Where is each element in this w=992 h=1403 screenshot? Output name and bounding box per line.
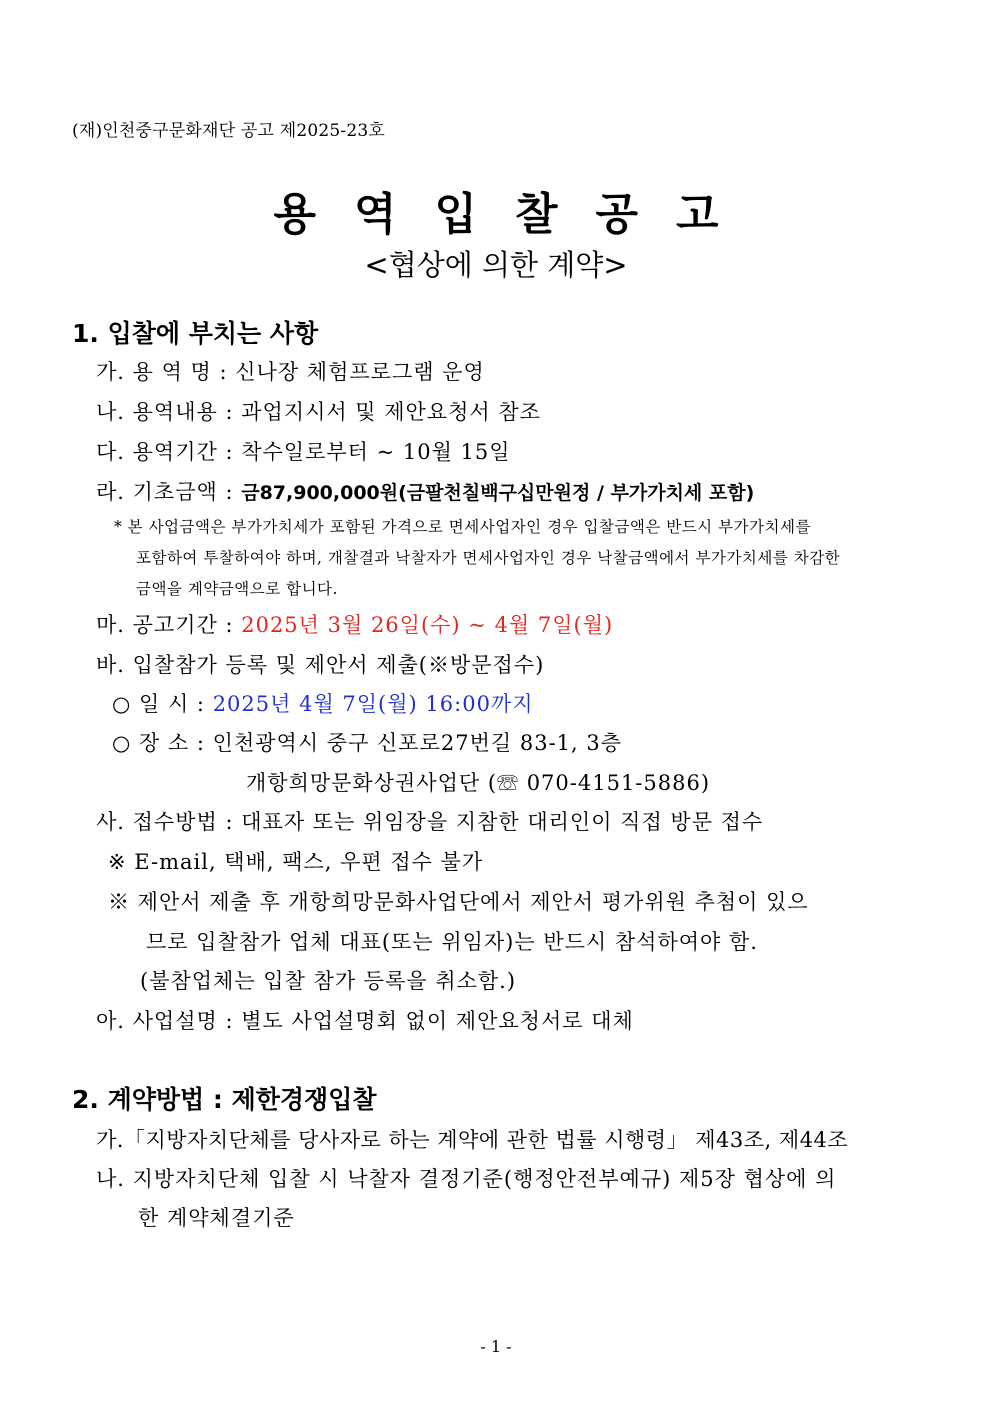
page-title: 용역입찰공고 — [273, 189, 757, 240]
base-amount-label: 라. 기초금액 : — [96, 480, 242, 504]
registration-place-contact: 개항희망문화상권사업단 (☏ 070-4151-5886) — [246, 771, 711, 795]
notice-number: (재)인천중구문화재단 공고 제2025-23호 — [72, 121, 385, 141]
item-service-content: 나. 용역내용 : 과업지시서 및 제안요청서 참조 — [96, 400, 541, 424]
vat-note-line3: 금액을 계약금액으로 합니다. — [136, 580, 338, 598]
section1-heading: 1. 입찰에 부치는 사항 — [72, 319, 319, 348]
item-receipt-method: 사. 접수방법 : 대표자 또는 위임장을 지참한 대리인이 직접 방문 접수 — [96, 810, 764, 834]
receipt-note-1: ※ E-mail, 택배, 팩스, 우편 접수 불가 — [108, 850, 484, 874]
item-business-briefing: 아. 사업설명 : 별도 사업설명회 없이 제안요청서로 대체 — [96, 1009, 634, 1033]
receipt-note-2-line3: (불참업체는 입찰 참가 등록을 취소함.) — [140, 969, 517, 993]
registration-time-label: ○ 일 시 : — [112, 692, 213, 716]
base-amount-value: 금87,900,000원(금팔천칠백구십만원정 / 부가가치세 포함) — [241, 482, 755, 504]
contract-standard-line1: 나. 지방자치단체 입찰 시 낙찰자 결정기준(행정안전부예규) 제5장 협상에 의 — [96, 1167, 837, 1191]
notice-period-value: 2025년 3월 26일(수) ~ 4월 7일(월) — [241, 613, 614, 637]
receipt-note-2-line1: ※ 제안서 제출 후 개항희망문화사업단에서 제안서 평가위원 추첨이 있으 — [108, 890, 809, 914]
section2-heading: 2. 계약방법 : 제한경쟁입찰 — [72, 1085, 377, 1114]
item-service-name: 가. 용 역 명 : 신나장 체험프로그램 운영 — [96, 360, 485, 384]
item-notice-period — [96, 609, 613, 639]
registration-time — [112, 688, 534, 718]
notice-period-label: 마. 공고기간 : — [96, 613, 242, 637]
item-service-period: 다. 용역기간 : 착수일로부터 ~ 10월 15일 — [96, 440, 511, 464]
registration-place: ○ 장 소 : 인천광역시 중구 신포로27번길 83-1, 3층 — [112, 731, 623, 755]
item-base-amount — [96, 476, 754, 506]
vat-note-line1: * 본 사업금액은 부가가치세가 포함된 가격으로 면세사업자인 경우 입찰금액은 반드시 부가가치세를 — [114, 518, 811, 536]
page-number: - 1 - — [480, 1337, 512, 1356]
contract-law-reference: 가.「지방자치단체를 당사자로 하는 계약에 관한 법률 시행령」 제43조, 제44조 — [96, 1128, 849, 1152]
receipt-note-2-line2: 므로 입찰참가 업체 대표(또는 위임자)는 반드시 참석하여야 함. — [146, 930, 758, 954]
contract-standard-line2: 한 계약체결기준 — [138, 1206, 295, 1230]
registration-time-value: 2025년 4월 7일(월) 16:00까지 — [212, 692, 534, 716]
item-registration: 바. 입찰참가 등록 및 제안서 제출(※방문접수) — [96, 653, 545, 677]
vat-note-line2: 포함하여 투찰하여야 하며, 개찰결과 낙찰자가 면세사업자인 경우 낙찰금액에서 부가가치세를 차감한 — [136, 549, 841, 567]
page-subtitle: <협상에 의한 계약> — [364, 248, 628, 282]
